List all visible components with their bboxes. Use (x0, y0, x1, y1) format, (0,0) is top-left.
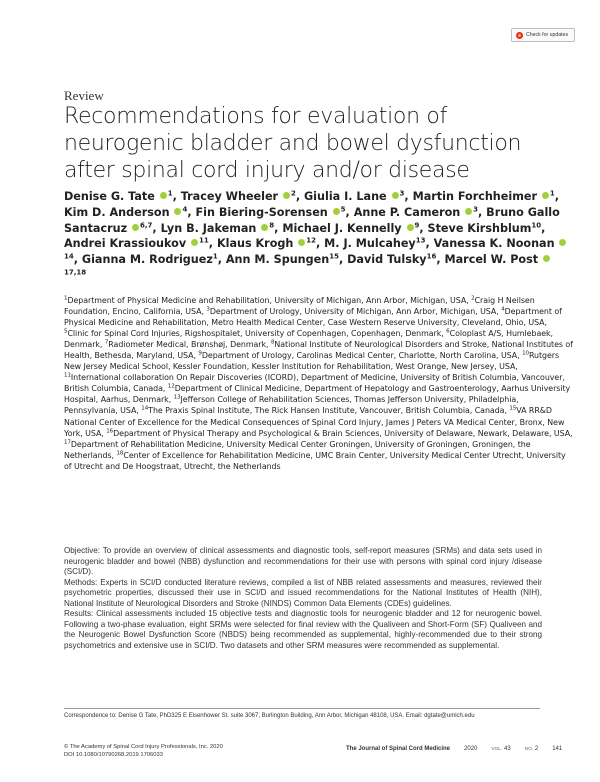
affiliation-text: Center of Excellence for Rehabilitation Medicine, UMC Brain Center, University Medical Center Utrecht, University of Utrecht and De Hoogstraat, Utrecht, the Netherlands (64, 450, 566, 471)
affiliation-text: Department of Urology, University of Michigan, Ann Arbor, Michigan, USA, (209, 307, 502, 317)
affiliation-text: Coloplast A/S, Humlebaek, Denmark, (64, 329, 554, 350)
affiliation-text: Clinic for Spinal Cord Injuries, Rigshospitalet, University of Copenhagen, Copenhagen, Denmark, (67, 329, 447, 339)
author-affiliation-ref: 1 (167, 189, 173, 198)
author-name: Lyn B. Jakeman (160, 221, 257, 235)
affiliation-number: 5 (64, 328, 68, 335)
affiliations (64, 295, 574, 472)
article-title: Recommendations for evaluation of neurogenic bladder and bowel dysfunction after spinal cord injury and/or disease (64, 104, 522, 183)
footnote-divider (64, 708, 540, 709)
author-affiliation-ref: 2 (290, 189, 296, 198)
affiliation-number: 1 (64, 295, 68, 302)
orcid-icon[interactable] (543, 255, 550, 262)
author-name: Vanessa K. Noonan (433, 237, 555, 251)
affiliation-text: International collaboration On Repair Discoveries (ICORD), Department of Medicine, University of British Columbia, Vancouver, British Columbia, Canada, (64, 373, 565, 394)
affiliation-text: Rutgers New Jersey Medical School, Kessler Foundation, Kessler Institution for Rehabilitation, West Orange, New Jersey, USA, (64, 351, 560, 372)
journal-name: The Journal of Spinal Cord Medicine (346, 746, 451, 752)
affiliation-text: Jefferson College of Rehabilitation Sciences, Thomas Jefferson University, Philadelphia, Pennsylvania, USA, (64, 395, 519, 416)
section-label: Review (64, 88, 104, 103)
author-name: Gianna M. Rodriguez (81, 253, 213, 267)
affiliation-text: Craig H Neilsen Foundation, Encino, California, USA, (64, 296, 535, 317)
check-for-updates-badge[interactable] (511, 28, 575, 42)
affiliation-text: Department of Rehabilitation Medicine, University Medical Center Groningen, University of Groningen, Groningen, the Netherlands, (64, 439, 531, 460)
methods-label: Methods: (64, 577, 98, 587)
author[interactable] (413, 190, 555, 203)
affiliation-number: 4 (501, 306, 505, 313)
orcid-icon[interactable] (542, 192, 549, 199)
author-affiliation-ref: 8 (269, 220, 275, 229)
issue: 2 (534, 746, 539, 752)
author-affiliation-ref: 6,7 (140, 220, 153, 229)
author-name: Martin Forchheimer (412, 190, 537, 203)
orcid-icon[interactable] (333, 208, 340, 215)
author-name: Tracey Wheeler (180, 190, 279, 203)
orcid-icon[interactable] (283, 192, 290, 199)
author-affiliation-ref: 17,18 (64, 268, 87, 277)
issue-label: NO. (524, 747, 534, 752)
affiliation-number: 9 (198, 350, 202, 357)
author-affiliation-ref: 3 (473, 205, 479, 214)
author-name: Andrei Krassioukov (64, 237, 187, 251)
author-affiliation-ref: 14 (64, 252, 74, 261)
orcid-icon[interactable] (407, 224, 414, 231)
volume-label: VOL. (491, 747, 503, 752)
orcid-icon[interactable] (174, 208, 181, 215)
orcid-icon[interactable] (392, 192, 399, 199)
objective-text: To provide an overview of clinical assessments and diagnostic tools, self-report measures (SRMs) and data sets used in neurogenic bladder and bowel (NBB) dysfunction and recommendations for their use with persons with spinal cord injury /disease (SCI/D). (64, 546, 542, 577)
page-number: 141 (552, 746, 563, 752)
affiliation-number: 14 (141, 405, 149, 412)
author[interactable] (195, 206, 345, 219)
author-affiliation-ref: 1 (549, 189, 555, 198)
author-affiliation-ref: 15 (329, 252, 339, 261)
author-name: Steve Kirshblum (427, 221, 532, 235)
author[interactable] (161, 222, 275, 235)
affiliation-number: 7 (104, 339, 109, 346)
affiliation-number: 18 (116, 450, 124, 457)
affiliation-text: Department of Physical Therapy and Psychological & Brain Sciences, University of Delaware, Newark, Delaware, USA, (113, 428, 573, 438)
affiliation-number: 8 (270, 339, 275, 346)
affiliation-text: Department of Physical Medicine and Rehabilitation, Metro Health Medical Center, Case Western Reserve University, Cleveland, Ohio, USA, (64, 307, 562, 328)
affiliation-text: Department of Urology, Carolinas Medical Center, Charlotte, North Carolina, USA, (201, 351, 523, 361)
affiliation-number: 3 (206, 306, 210, 313)
affiliation-number: 16 (106, 427, 114, 434)
author-name: Denise G. Tate (64, 190, 155, 203)
abstract (64, 546, 542, 651)
author-affiliation-ref: 16 (426, 252, 437, 261)
author[interactable] (64, 237, 209, 250)
affiliation-number: 15 (509, 405, 517, 412)
results-text: Clinical assessments included 15 objective tests and diagnostic tools for neurogenic bladder and 12 for neurogenic bowel. Following a two-phase evaluation, eight SRMs were selected for final review with the Qualiveen and Short-Form (SF) Qualiveen and the Neurogenic Bowel Dysfunction Score (NBDS) being recommended as supplemental, highly-recommended due to their strong psychometrics and extensive use in SCI/D. Two datasets and other SRM measures were recommended as supplemental. (64, 609, 542, 650)
author-name: Giulia I. Lane (304, 190, 387, 203)
author[interactable] (181, 190, 296, 203)
author-affiliation-ref: 3 (399, 189, 405, 198)
author[interactable] (64, 190, 173, 203)
author[interactable] (82, 253, 218, 266)
orcid-icon[interactable] (191, 239, 198, 246)
author-name: Fin Biering-Sorensen (195, 205, 328, 219)
author-name: Klaus Krogh (216, 237, 294, 251)
author-name: Michael J. Kennelly (282, 221, 402, 235)
results-label: Results: (64, 609, 94, 619)
year: 2020 (464, 746, 478, 752)
affiliation-number: 2 (471, 295, 475, 302)
affiliation-number: 10 (522, 350, 529, 357)
orcid-icon[interactable] (298, 239, 305, 246)
author[interactable] (282, 222, 419, 235)
doi-link[interactable]: DOI 10.1080/10790268.2019.1706033 (64, 751, 163, 758)
author-name: Marcel W. Post (444, 253, 539, 267)
author-affiliation-ref: 4 (182, 205, 188, 214)
author-name: David Tulsky (347, 253, 427, 267)
author[interactable] (354, 206, 478, 219)
author[interactable] (217, 237, 316, 250)
affiliation-text: The Praxis Spinal Institute, The Rick Hansen Institute, Vancouver, British Columbia, Canada, (148, 406, 510, 416)
author[interactable] (428, 222, 542, 235)
methods-text: Experts in SCI/D conducted literature reviews, compiled a list of NBB related assessments and measures, reviewed their psychometric properties, discussed their use in SCI/D and issued recommendations for the National Institutes of Health (NIH), National Institute of Neurological Disorders and Stroke (NINDS) Common Data Elements (CDEs) guidelines. (64, 577, 542, 608)
author-affiliation-ref: 12 (306, 236, 317, 245)
author-affiliation-ref: 9 (414, 220, 420, 229)
footer-left (64, 744, 223, 759)
volume: 43 (503, 746, 511, 752)
author[interactable] (64, 206, 187, 219)
check-for-updates-label: Check for updates (526, 32, 569, 38)
correspondence: Correspondence to: Denise G Tate, PhD325 E Eisenhower St. suite 3067, Burlington Building, Ann Arbor, Michigan 48108, USA. Email: dgtate@umich.edu (64, 713, 475, 719)
affiliation-text: Department of Physical Medicine and Rehabilitation, University of Michigan, Ann Arbor, Michigan, USA, (67, 296, 472, 305)
affiliation-number: 12 (167, 383, 175, 390)
author[interactable] (304, 190, 404, 203)
author-name: Kim D. Anderson (64, 205, 170, 219)
author-affiliation-ref: 13 (415, 236, 426, 245)
author-name: Bruno Gallo Santacruz (64, 205, 560, 235)
affiliation-number: 11 (64, 372, 71, 379)
author-affiliation-ref: 5 (340, 205, 346, 214)
crossmark-icon (516, 32, 523, 39)
author-list: Denise G. Tate $^1$, Tracey Wheeler $^2$, Giulia I. Lane $^3$, Martin Forchheimer $^1$, Kim D. Anderson $^4$, Fin Biering-Sorensen $^5$, Anne P. Cameron $^3$, Bruno Gallo Santacruz $^{6,7}$, Lyn B. Jakeman $^8$, Michael J. Kennelly $^9$, Steve Kirshblum$^{10}$, Andrei Krassioukov $^{11}$, Klaus Krogh $^{12}$, M. J. Mulcahey$^{13}$, Vanessa K. Noonan $^{14}$, Gianna M. Rodriguez$^1$, Ann M. Spungen$^{15}$, David Tulsky$^{16}$, Marcel W. Post $^{17,18}$ (64, 189, 569, 284)
author-name: M. J. Mulcahey (324, 237, 416, 251)
author-affiliation-ref: 1 (212, 252, 218, 261)
affiliation-number: 6 (446, 328, 450, 335)
author-name: Ann M. Spungen (225, 253, 330, 267)
author-affiliation-ref: 11 (199, 236, 209, 245)
affiliation-number: 17 (64, 438, 71, 445)
orcid-icon[interactable] (261, 224, 268, 231)
copyright: © The Academy of Spinal Cord Injury Professionals, Inc. 2020 (64, 744, 223, 750)
objective-label: Objective: (64, 546, 100, 555)
orcid-icon[interactable] (559, 239, 566, 246)
orcid-icon[interactable] (465, 208, 472, 215)
author-affiliation-ref: 10 (531, 220, 542, 229)
affiliation-text: Radiometer Medical, Brønshøj, Denmark, (108, 340, 271, 350)
footer-right (346, 746, 562, 752)
affiliation-text: National Institute of Neurological Disorders and Stroke, National Institutes of Health, Bethesda, Maryland, USA, (64, 340, 573, 361)
author[interactable] (226, 253, 339, 266)
orcid-icon[interactable] (132, 224, 139, 231)
affiliation-text: VA RR&D National Center of Excellence for the Medical Consequences of Spinal Cord Injury, James J Peters VA Medical Center, Bronx, New York, USA, (64, 406, 565, 438)
affiliation-number: 13 (173, 394, 181, 401)
author[interactable] (324, 237, 425, 250)
affiliation-text: Department of Clinical Medicine, Department of Hepatology and Gastroenterology, Aarhus University Hospital, Aarhus, Denmark, (64, 384, 571, 405)
orcid-icon[interactable] (160, 192, 167, 199)
author-name: Anne P. Cameron (353, 205, 461, 219)
author[interactable] (347, 253, 436, 266)
